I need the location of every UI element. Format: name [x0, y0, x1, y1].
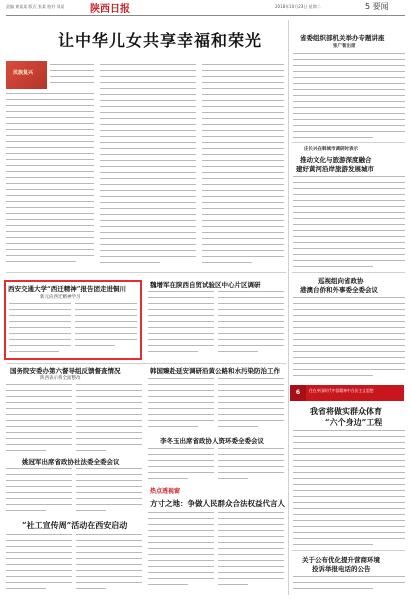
right-top-subtitle: 张广智出席: [333, 44, 356, 49]
center-mid2-title: 李冬玉出席省政协人资环委全委会议: [160, 437, 264, 445]
header-date: 2018年10月23日 星期二: [275, 4, 321, 9]
section-divider-2: [6, 363, 286, 364]
section-divider: [6, 272, 286, 273]
left-mid-subtitle: 陕西表示将全面整改: [40, 376, 81, 381]
right-divider-3: [292, 550, 405, 551]
right-title4b: “六个身边”工程: [325, 417, 383, 427]
right-top-title: 省委组织部机关举办专题讲座: [300, 34, 385, 42]
right-title5: 关于公布优化提升营商环境: [302, 556, 380, 564]
center-top-title: 魏增军在陕西自贸试验区中心片区调研: [150, 281, 261, 289]
right-title2b: 建好黄河沿岸旅游发展城市: [296, 165, 374, 173]
right-divider-1: [292, 142, 405, 143]
left-low-title: 姚冠军出席省政协社法委全委会议: [22, 458, 120, 466]
right-column-divider: [288, 20, 289, 595]
right-title2: 推动文化与旅游深度融合: [300, 156, 372, 164]
main-headline: 让中华儿女共享幸福和荣光: [57, 31, 262, 50]
header-rule: [6, 15, 405, 16]
right-banner-tag: 6: [290, 385, 306, 401]
header-page-number: 5 要闻: [365, 2, 389, 11]
left-bottom-title: “社工宣传周”活动在西安启动: [22, 520, 128, 530]
highlighted-article-title: 西安交通大学“西迁精神”报告团走进铜川: [8, 285, 126, 293]
right-title2-pre: 庄长兴在韩城市调研时表示: [304, 147, 358, 152]
highlighted-article-subtitle: 新元向西迁精神学习: [40, 295, 81, 300]
right-divider-2: [292, 272, 405, 273]
center-mid-title: 韩国臻赴延安调研沿黄公路和水污染防治工作: [150, 367, 280, 375]
lead-photo-caption: 民族复兴: [13, 70, 34, 76]
newspaper-logo: 陕西日报: [90, 4, 130, 15]
right-title5b: 投诉举报电话的公告: [312, 565, 371, 573]
header-left-text: 责编 黄某某 版式 张某 校对 刘某: [6, 4, 65, 9]
right-title3: 巡视组向省政协: [318, 277, 364, 285]
right-title4: 我省将做实群众体育: [310, 406, 382, 416]
comment-title: 方寸之地：争做人民群众合法权益代言人: [150, 499, 285, 508]
right-banner-text: 住在中国时代中国精神中合法主义思想: [309, 388, 374, 393]
right-banner: [290, 385, 404, 401]
left-mid-title: 国务院安委办第六督导组反馈督查情况: [10, 367, 121, 375]
comment-tag: 热点透视窗: [150, 488, 181, 495]
right-title3b: 港澳台侨和外事委全委会议: [300, 286, 378, 294]
